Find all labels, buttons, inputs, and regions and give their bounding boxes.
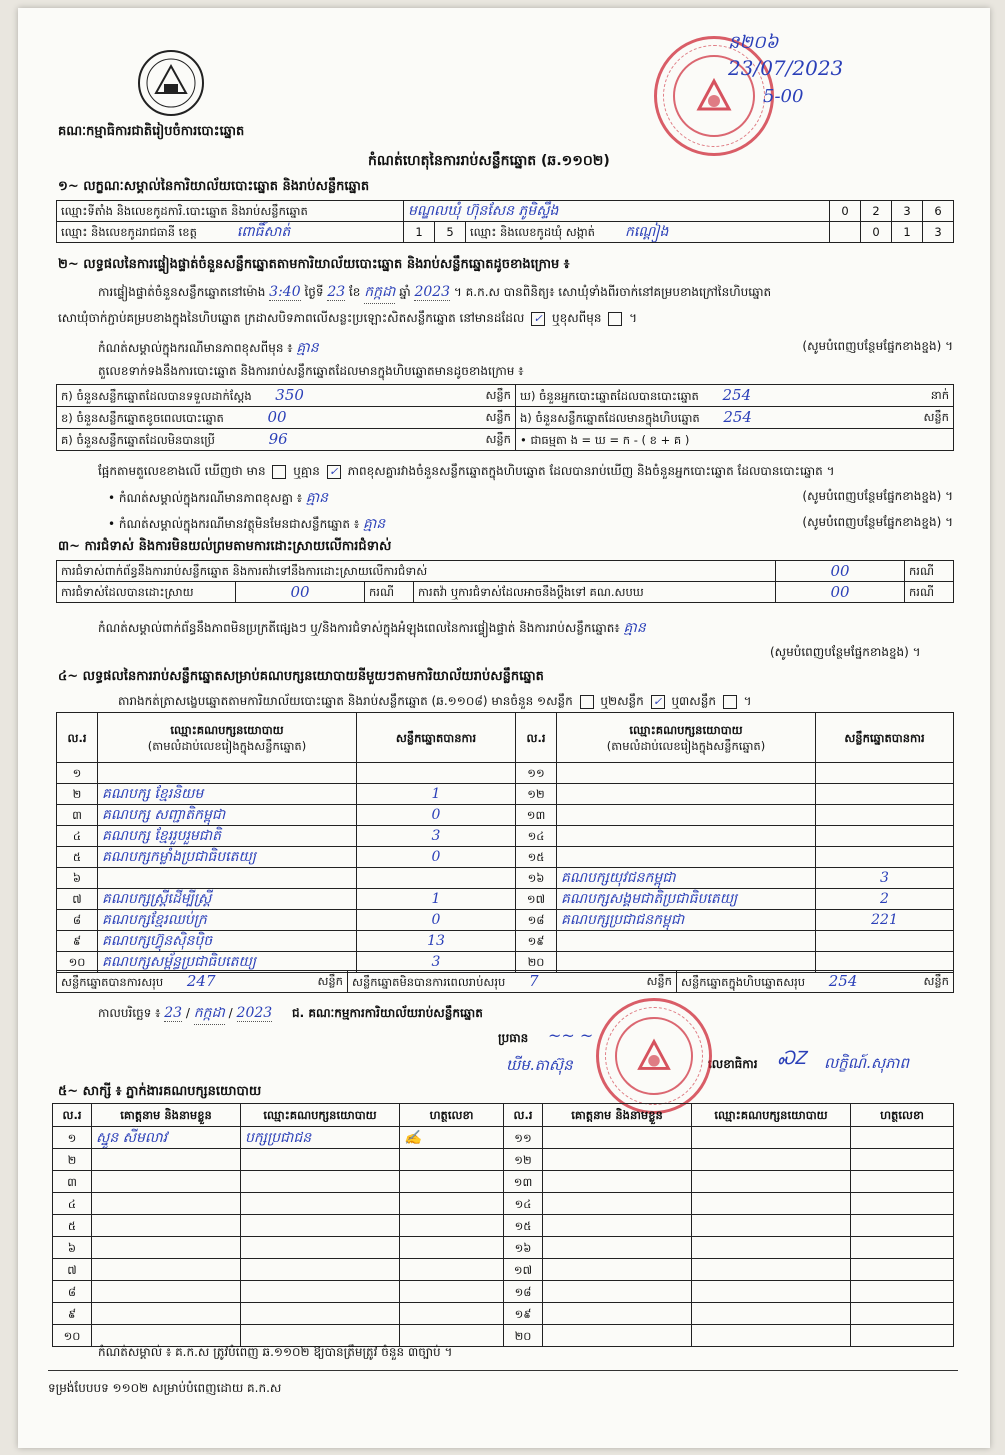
witness-signature [851,1149,954,1171]
witness-table [52,1103,954,1347]
section5-heading: ៥~ សាក្សី ៖ ភ្នាក់ងារគណបក្សនយោបាយ [58,1084,262,1099]
table-row [57,889,954,910]
row-number: ៦ [57,868,98,889]
party-votes [816,784,954,805]
station-code-digit: 2 [861,201,892,222]
resolved-label: ការជំទាស់ដែលបានដោះស្រាយ [57,582,236,603]
figure-row-k: ក) ចំនួនសន្លឹកឆ្នោតដែលបានទទួលដាក់ស្តែង 350 សន្លឹក [57,385,516,407]
note-foreign-line: • កំណត់សម្គាល់ក្នុងករណីមានវត្ថុមិនមែនជាសន្លឹកឆ្នោត ៖ គ្មាន (សូមបំពេញបន្ថែមផ្នែកខាងខ្នង) ។ [108,515,953,532]
party-votes: 0 [357,910,516,931]
witness-col-name: គោត្តនាម និងនាមខ្លួន [543,1104,692,1127]
discrepancy-none-checkbox[interactable]: ✓ [327,465,341,479]
section1-table [56,200,954,243]
col-votes-header: សន្លឹកឆ្នោតបានការ [816,713,954,763]
note-change-value: គ្មាន [296,340,319,356]
one-sheet-checkbox[interactable] [580,695,594,709]
nec-emblem-icon [136,48,206,118]
witness-name [543,1303,692,1325]
summary-sheet-line: តារាងកត់ត្រាសង្ខេបឆ្នោតតាមការិយាល័យបោះឆ្នោត និងរាប់សន្លឹកឆ្នោត (ឆ.១១០៨) មានចំនួន ១សន្លឹក ឬ២សន្លឹក ✓ ឬ៣សន្លឹក ។ [118,694,752,708]
witness-name [543,1259,692,1281]
note-discrepancy-line: • កំណត់សម្គាល់ក្នុងករណីមានភាពខុសគ្នា ៖ គ្មាន (សូមបំពេញបន្ថែមផ្នែកខាងខ្នង) ។ [108,489,953,506]
verification-month: កក្កដា [364,282,395,304]
row-number: ៩ [57,931,98,952]
party-name: គណបក្សសង្គមជាតិប្រជាធិបតេយ្យ [557,889,816,910]
witness-col-sign: ហត្ថលេខា [400,1104,504,1127]
station-code-digit: 3 [892,201,923,222]
row-number: ១៨ [516,910,557,931]
row-number: ១៥ [504,1215,543,1237]
witness-col-party: ឈ្មោះគណបក្សនយោបាយ [692,1104,851,1127]
party-votes [816,847,954,868]
stamp-note-1: ន២០៦ [728,32,779,53]
witness-signature [851,1237,954,1259]
witness-signature [400,1149,504,1171]
witness-party [692,1149,851,1171]
row-number: ៤ [57,826,98,847]
case-unit: ករណី [365,582,414,603]
total-valid-cell: សន្លឹកឆ្នោតបានការសរុប 247 សន្លឹក [57,971,348,993]
official-stamp-committee [596,998,712,1114]
party-name: គណបក្ស ខ្មែររួបរួមជាតិ [98,826,357,847]
row-number: ១១ [504,1127,543,1149]
party-votes [816,826,954,847]
changed-checkbox[interactable] [608,312,622,326]
row-number: ៨ [57,910,98,931]
witness-signature [400,1303,504,1325]
witness-party [692,1303,851,1325]
witness-signature [851,1127,954,1149]
commune-code-blank [830,222,861,243]
secretary-signature: ᏍᏃ [778,1048,807,1069]
witness-name [543,1127,692,1149]
party-votes [816,931,954,952]
row-number: ១ [57,763,98,784]
date-line: កាលបរិច្ឆេទ ៖ 23 / កក្កដា / 2023 ជ. គណៈកម្មការការិយាល័យរាប់សន្លឹកឆ្នោត [98,1003,483,1025]
date-year: 2023 [236,1005,273,1021]
witness-party [241,1193,400,1215]
table-row [53,1149,954,1171]
committee-name: គណៈកម្មាធិការជាតិរៀបចំការបោះឆ្នោត [58,124,245,139]
col-no-header: ល.រ [516,713,557,763]
irregularity-note-line: កំណត់សម្គាល់ពាក់ព័ន្ធនឹងភាពមិនប្រក្រតីផ្សេងៗ ឬ/និងការជំទាស់ក្នុងអំឡុងពេលនៃការផ្ទៀងផ្ទាត់ និងការរាប់សន្លឹកឆ្នោត៖ គ្មាន [98,620,646,636]
row-number: ១៨ [504,1281,543,1303]
witness-party [241,1303,400,1325]
same-checkbox[interactable]: ✓ [531,312,545,326]
witness-name [543,1215,692,1237]
witness-col-party: ឈ្មោះគណបក្សនយោបាយ [241,1104,400,1127]
witness-party [692,1237,851,1259]
total-invalid-value: 7 [528,972,539,990]
verification-line-2: សោឃុំចាក់ភ្ជាប់គម្របខាងក្នុងនៃហិបឆ្នោត ក្រដាសបិទភាពលើសន្លះប្រឡោះសិតសន្លឹកឆ្នោត នៅមានដដែល ✓ ឬខុសពីមុន ។ [58,311,638,325]
row-number: ១៤ [516,826,557,847]
party-votes: 2 [816,889,954,910]
date-month: កក្កដា [194,1003,225,1025]
total-box-value: 254 [828,972,858,990]
irregularity-note-tail: (សូមបំពេញបន្ថែមផ្នែកខាងខ្នង) ។ [770,645,921,659]
party-name: គណបក្ស សញ្ជាតិកម្ពុជា [98,805,357,826]
row-number: ១៣ [516,805,557,826]
party-votes: 13 [357,931,516,952]
spoiled-ballots-value: 00 [267,408,287,426]
witness-name [543,1171,692,1193]
witness-signature [851,1259,954,1281]
witness-name [92,1237,241,1259]
figure-row-gh: ឃ) ចំនួនអ្នកបោះឆ្នោតដែលបានបោះឆ្នោត 254 នាក់ [516,385,954,407]
figures-intro: តួលេខទាក់ទងនឹងការបោះឆ្នោត និងការរាប់សន្លឹកឆ្នោតដែលមានក្នុងហិបឆ្នោតមានដូចខាងក្រោម ៖ [98,364,524,378]
row-number: ៣ [57,805,98,826]
figure-formula: • ជាធម្មតា ង = ឃ = ក - ( ខ + គ ) [516,429,954,451]
complaints-label: ការជំទាស់ពាក់ព័ន្ធនឹងការរាប់សន្លឹកឆ្នោត និងការតវ៉ាទៅនឹងការដោះស្រាយលើការជំទាស់ [57,561,776,582]
stamp-note-time: 5-00 [763,86,804,107]
table-row [57,826,954,847]
row-number: ៧ [53,1259,92,1281]
figure-row-ng: ង) ចំនួនសន្លឹកឆ្នោតដែលមានក្នុងហិបឆ្នោត 254 សន្លឹក [516,407,954,429]
witness-name: ស្នួន សីមលាវ [92,1127,241,1149]
commune-code-digit: 1 [892,222,923,243]
party-votes: 1 [357,784,516,805]
witness-col-no: ល.រ [504,1104,543,1127]
table-row [57,763,954,784]
table-row [57,931,954,952]
commune-label: ឈ្មោះ និងលេខកូដឃុំ សង្កាត់ កណ្ដៀង [466,222,830,243]
witness-signature [400,1259,504,1281]
party-name [557,763,816,784]
appeal-value: 00 [776,582,905,603]
section3-heading: ៣~ ការជំទាស់ និងការមិនយល់ព្រមតាមការដោះស្រាយលើការជំទាស់ [58,539,392,554]
party-name: គណបក្សយុវជនកម្ពុជា [557,868,816,889]
row-number: ៨ [53,1281,92,1303]
witness-signature [851,1171,954,1193]
row-number: ១៣ [504,1171,543,1193]
witness-name [92,1171,241,1193]
party-votes: 3 [357,952,516,973]
witness-party [241,1259,400,1281]
row-number: ១៤ [504,1193,543,1215]
table-row [57,784,954,805]
verification-time: 3:40 [269,284,301,300]
party-name [557,805,816,826]
table-row [53,1171,954,1193]
date-day: 23 [164,1005,183,1021]
party-name [557,931,816,952]
section4-heading: ៤~ លទ្ធផលនៃការរាប់សន្លឹកឆ្នោតសម្រាប់គណបក្សនយោបាយនីមួយៗតាមការិយាល័យរាប់សន្លឹកឆ្នោត [58,669,544,684]
row-number: ៧ [57,889,98,910]
chair-name: ឃីម.តាស៊ុន [506,1056,573,1074]
case-unit: ករណី [905,561,954,582]
province-value: ពោធិ៍សាត់ [236,224,291,240]
footer-rule [48,1370,958,1372]
witness-col-name: គោត្តនាម និងនាមខ្លួន [92,1104,241,1127]
witness-signature [400,1171,504,1193]
witness-name [92,1193,241,1215]
ballots-received-value: 350 [275,386,304,404]
row-number: ៣ [53,1171,92,1193]
row-number: ១៩ [516,931,557,952]
form-footer: ទម្រង់បែបបទ ១១០២ សម្រាប់បំពេញដោយ គ.ក.ស [48,1381,282,1395]
party-results-table [56,712,954,973]
province-code-digit: 5 [435,222,466,243]
row-number: ១៦ [504,1237,543,1259]
party-name [557,847,816,868]
witness-name [92,1215,241,1237]
party-name: គណបក្ស ខ្មែរនិយម [98,784,357,805]
form-title: កំណត់ហេតុនៃការរាប់សន្លឹកឆ្នោត (ឆ.១១០២) [368,153,610,169]
table-row [53,1237,954,1259]
appeal-label: ការតវ៉ា ឬការជំទាស់ដែលអាចនឹងប្ដឹងទៅ គណ.សបឃ [414,582,776,603]
row-number: ១១ [516,763,557,784]
totals-table [56,970,954,993]
witness-party [692,1325,851,1347]
witness-party [241,1237,400,1259]
figure-row-g: គ) ចំនួនសន្លឹកឆ្នោតដែលមិនបានប្រើ 96 សន្លឹក [57,429,516,451]
witness-name [92,1259,241,1281]
col-no-header: ល.រ [57,713,98,763]
commune-code-digit: 0 [861,222,892,243]
row-number: ៦ [53,1237,92,1259]
party-name: គណបក្សកម្លាំងប្រជាធិបតេយ្យ [98,847,357,868]
witness-name [92,1303,241,1325]
row-number: ១៦ [516,868,557,889]
witness-party [692,1171,851,1193]
party-votes: 3 [357,826,516,847]
col-party-header: ឈ្មោះគណបក្សនយោបាយ (តាមលំដាប់លេខរៀងក្នុងសន្លឹកឆ្នោត) [98,713,357,763]
party-votes: 3 [816,868,954,889]
party-votes: 0 [357,805,516,826]
witness-party [241,1281,400,1303]
station-code-digit: 6 [923,201,954,222]
stamp-note-date: 23/07/2023 [728,56,844,80]
witness-signature [851,1325,954,1347]
row-number: ៥ [53,1215,92,1237]
party-votes: 221 [816,910,954,931]
witness-party [692,1193,851,1215]
section2-heading: ២~ លទ្ធផលនៃការផ្ទៀងផ្ទាត់ចំនួនសន្លឹកឆ្នោតតាមការិយាល័យបោះឆ្នោត និងរាប់សន្លឹកឆ្នោតដូចខាងក្រោម ៖ [58,257,570,272]
irregularity-note-value: គ្មាន [623,620,646,636]
row-number: ១៩ [504,1303,543,1325]
secretary-name: លក្ខិណ៍.សុភាព [824,1054,909,1072]
party-votes [816,805,954,826]
party-votes [357,868,516,889]
table-row [57,805,954,826]
witness-signature [400,1215,504,1237]
party-votes [357,763,516,784]
witness-name [543,1149,692,1171]
document-sheet [18,8,990,1448]
row-number: ១៧ [516,889,557,910]
verification-day: 23 [327,284,346,300]
voters-value: 254 [722,386,752,404]
complaints-table [56,560,954,603]
witness-col-no: ល.រ [53,1104,92,1127]
ballots-in-box-value: 254 [723,408,752,426]
witness-name [543,1193,692,1215]
party-votes: 0 [357,847,516,868]
row-number: ១២ [516,784,557,805]
table-row [57,910,954,931]
table-row [53,1193,954,1215]
witness-signature [851,1281,954,1303]
table-row [53,1303,954,1325]
witness-party [692,1127,851,1149]
row-number: ១៧ [504,1259,543,1281]
table-row [53,1281,954,1303]
witness-signature [400,1281,504,1303]
table-row [57,868,954,889]
resolved-value: 00 [236,582,365,603]
note-change-line: កំណត់សម្គាល់ក្នុងករណីមានភាពខុសពីមុន ៖ គ្មាន (សូមបំពេញបន្ថែមផ្នែកខាងខ្នង) ។ [98,339,953,356]
witness-signature [400,1193,504,1215]
row-number: ២០ [504,1325,543,1347]
party-name: គណបក្សខ្មែរឈប់ក្រ [98,910,357,931]
party-votes [816,763,954,784]
chair-label: ប្រធាន [498,1031,529,1045]
counting-committee-label: ជ. គណៈកម្មការការិយាល័យរាប់សន្លឹកឆ្នោត [292,1006,483,1020]
station-code-digit: 0 [830,201,861,222]
row-number: ១២ [504,1149,543,1171]
table-row [53,1127,954,1149]
col-votes-header: សន្លឹកឆ្នោតបានការ [357,713,516,763]
row-number: ៩ [53,1303,92,1325]
witness-name [543,1281,692,1303]
party-name [557,826,816,847]
case-unit: ករណី [905,582,954,603]
polling-station-label: ឈ្មោះទីតាំង និងលេខកូដការិ.បោះឆ្នោត និងរាប់សន្លឹកឆ្នោត [57,201,404,222]
party-name [98,763,357,784]
witness-party [241,1215,400,1237]
total-valid-value: 247 [186,972,216,990]
figure-row-kh: ខ) ចំនួនសន្លឹកឆ្នោតខូចពេលបោះឆ្នោត 00 សន្លឹក [57,407,516,429]
witness-party [692,1215,851,1237]
party-name: គណបក្សហ៊្វុនស៊ិនប៉ិច [98,931,357,952]
total-invalid-cell: សន្លឹកឆ្នោតមិនបានការពេលរាប់សរុប 7 សន្លឹក [348,971,677,993]
party-name [98,868,357,889]
witness-note: កំណត់សម្គាល់ ៖ គ.ក.ស ត្រូវបំពេញ ឆ.១១០២ ឱ្យបានត្រឹមត្រូវ ចំនួន ៣ច្បាប់ ។ [98,1345,453,1359]
witness-signature [851,1193,954,1215]
row-number: ១០ [57,952,98,973]
witness-party [692,1259,851,1281]
witness-signature [851,1215,954,1237]
table-row [53,1215,954,1237]
col-party-header: ឈ្មោះគណបក្សនយោបាយ (តាមលំដាប់លេខរៀងក្នុងសន្លឹកឆ្នោត) [557,713,816,763]
complaints-value: 00 [776,561,905,582]
chair-signature: ~~ ~ [548,1026,594,1045]
party-votes: 1 [357,889,516,910]
party-name: គណបក្សសម្ព័ន្ធប្រជាធិបតេយ្យ [98,952,357,973]
witness-party [692,1281,851,1303]
province-code-digit: 1 [404,222,435,243]
commune-code-digit: 3 [923,222,954,243]
province-label: ឈ្មោះ និងលេខកូដរាជធានី ខេត្ត ពោធិ៍សាត់ [57,222,404,243]
witness-name [92,1281,241,1303]
row-number: ១៥ [516,847,557,868]
party-name: គណបក្សប្រជាជនកម្ពុជា [557,910,816,931]
unused-ballots-value: 96 [268,430,288,448]
three-sheet-checkbox[interactable] [723,695,737,709]
party-name: គណបក្សស្ត្រីដើម្បីស្ត្រី [98,889,357,910]
witness-name [543,1325,692,1347]
row-number: ១០ [53,1325,92,1347]
note-discrepancy-value: គ្មាន [305,490,329,506]
party-name [557,784,816,805]
witness-party [241,1171,400,1193]
witness-signature [400,1237,504,1259]
two-sheet-checkbox[interactable]: ✓ [651,695,665,709]
witness-party [241,1149,400,1171]
secretary-label: លេខាធិការ [708,1057,758,1071]
commune-value: កណ្ដៀង [624,224,669,240]
row-number: ៤ [53,1193,92,1215]
note-foreign-value: គ្មាន [362,516,386,532]
witness-party: បក្សប្រជាជន [241,1127,400,1149]
row-number: ២ [57,784,98,805]
verification-line-1: ការផ្ទៀងផ្ទាត់ចំនួនសន្លឹកឆ្នោតនៅម៉ោង 3:40 ថ្ងៃទី 23 ខែ កក្កដា ឆ្នាំ 2023 ។ គ.ក.ស បានពិនិត្យ៖ សោឃុំទាំងពីរចាក់នៅគម្របខាងក្រៅនៃហិបឆ្នោត [98,282,771,304]
row-number: ១ [53,1127,92,1149]
ballot-figures-table [56,384,954,451]
witness-signature [851,1303,954,1325]
row-number: ២ [53,1149,92,1171]
discrepancy-line: ផ្អែកតាមតួលេខខាងលើ ឃើញថា មាន ឬគ្មាន ✓ ភាពខុសគ្នារវាងចំនួនសន្លឹកឆ្នោតក្នុងហិបឆ្នោត ដែលបានរាប់ឃើញ និងចំនួនអ្នកបោះឆ្នោត ដែលបានបោះឆ្នោត ។ [98,464,835,478]
witness-name [543,1237,692,1259]
table-row [57,847,954,868]
section1-heading: ១~ លក្ខណៈសម្គាល់នៃការិយាល័យបោះឆ្នោត និងរាប់សន្លឹកឆ្នោត [58,179,370,194]
verification-year: 2023 [414,284,451,300]
polling-station-value: មណ្ឌលឃុំ ហ៊ុនសែន ភូមិស្ទឹង [404,201,830,222]
witness-name [92,1149,241,1171]
witness-signature: ✍ [400,1127,504,1149]
witness-col-sign: ហត្ថលេខា [851,1104,954,1127]
total-box-cell: សន្លឹកឆ្នោតក្នុងហិបឆ្នោតសរុប 254 សន្លឹក [677,971,954,993]
discrepancy-yes-checkbox[interactable] [272,465,286,479]
row-number: ៥ [57,847,98,868]
table-row [53,1259,954,1281]
row-number: ២០ [516,952,557,973]
